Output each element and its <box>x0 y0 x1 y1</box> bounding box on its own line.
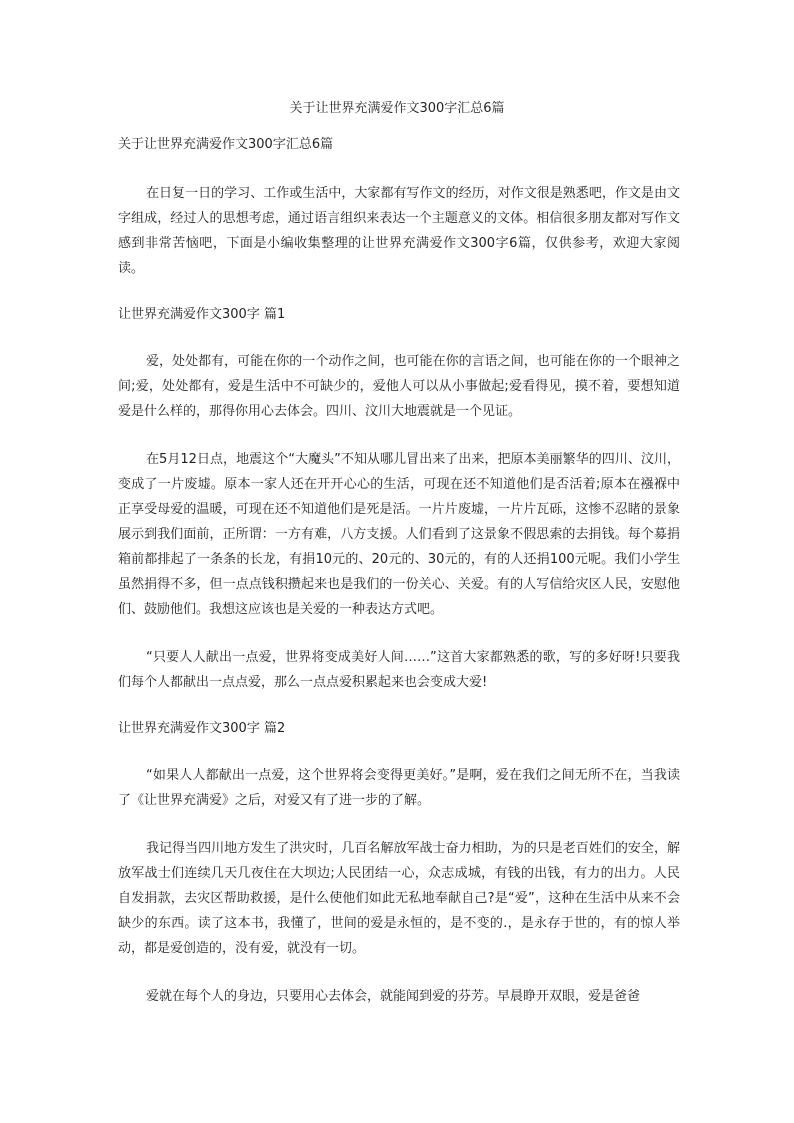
section-1-paragraph-2: 在5月12日点，地震这个“大魔头”不知从哪儿冒出来了出来，把原本美丽繁华的四川、汶川，变成了一片废墟。原本一家人还在开开心心的生活，可现在还不知道他们是否活着;原本在襁褓中正享受母爱的温暖，可现在还不知道他们是死是活。一片片废墟，一片片瓦砾，这惨不忍睹的景象展示到我们面前，正所谓：一方有难，八方支援。人们看到了这景象不假思索的去捐钱。每个募捐箱前都排起了一条条的长龙，有捐10元的、20元的、30元的，有的人还捐100元呢。我们小学生虽然捐得不多，但一点点钱积攒起来也是我们的一份关心、关爱。有的人写信给灾区人民，安慰他们、鼓励他们。我想这应该也是关爱的一种表达方式吧。 <box>118 452 680 617</box>
section-1-paragraph-1: 爱，处处都有，可能在你的一个动作之间，也可能在你的言语之间，也可能在你的一个眼神之间;爱，处处都有，爱是生活中不可缺少的，爱他人可以从小事做起;爱看得见，摸不着，要想知道爱是什么样的，那得你用心去体会。四川、汶川大地震就是一个见证。 <box>118 354 680 419</box>
section-heading-1: 让世界充满爱作文300字 篇1 <box>118 307 286 322</box>
section-heading-2: 让世界充满爱作文300字 篇2 <box>118 721 286 736</box>
section-2-paragraph-1: “如果人人都献出一点爱，这个世界将会变得更美好。”是啊，爱在我们之间无所不在，当我读了《让世界充满爱》之后，对爱又有了进一步的了解。 <box>118 768 680 808</box>
section-2-paragraph-3: 爱就在每个人的身边，只要用心去体会，就能闻到爱的芬芳。早晨睁开双眼，爱是爸爸 <box>146 989 641 1004</box>
section-2-paragraph-2: 我记得当四川地方发生了洪灾时，几百名解放军战士奋力相助，为的只是老百姓们的安全，解放军战士们连续几天几夜住在大坝边;人民团结一心，众志成城，有钱的出钱，有力的出力。人民自发捐款，去灾区帮助救援，是什么使他们如此无私地奉献自己?是“爱”，这种在生活中从来不会缺少的东西。读了这本书，我懂了，世间的爱是永恒的，是不变的.，是永存于世的，有的惊人举动，都是爱创造的，没有爱，就没有一切。 <box>118 841 680 956</box>
section-1-paragraph-3: “只要人人献出一点爱，世界将变成美好人间……”这首大家都熟悉的歌，写的多好呀!只要我们每个人都献出一点点爱，那么一点点爱积累起来也会变成大爱! <box>118 650 680 690</box>
document-subtitle: 关于让世界充满爱作文300字汇总6篇 <box>118 137 334 152</box>
document-body <box>118 134 680 1032</box>
intro-paragraph: 在日复一日的学习、工作或生活中，大家都有写作文的经历，对作文很是熟悉吧，作文是由文字组成，经过人的思想考虑，通过语言组织来表达一个主题意义的文体。相信很多朋友都对写作文感到非常苦恼吧，下面是小编收集整理的让世界充满爱作文300字6篇，仅供参考，欢迎大家阅读。 <box>118 186 680 276</box>
document-title: 关于让世界充满爱作文300字汇总6篇 <box>289 101 505 116</box>
